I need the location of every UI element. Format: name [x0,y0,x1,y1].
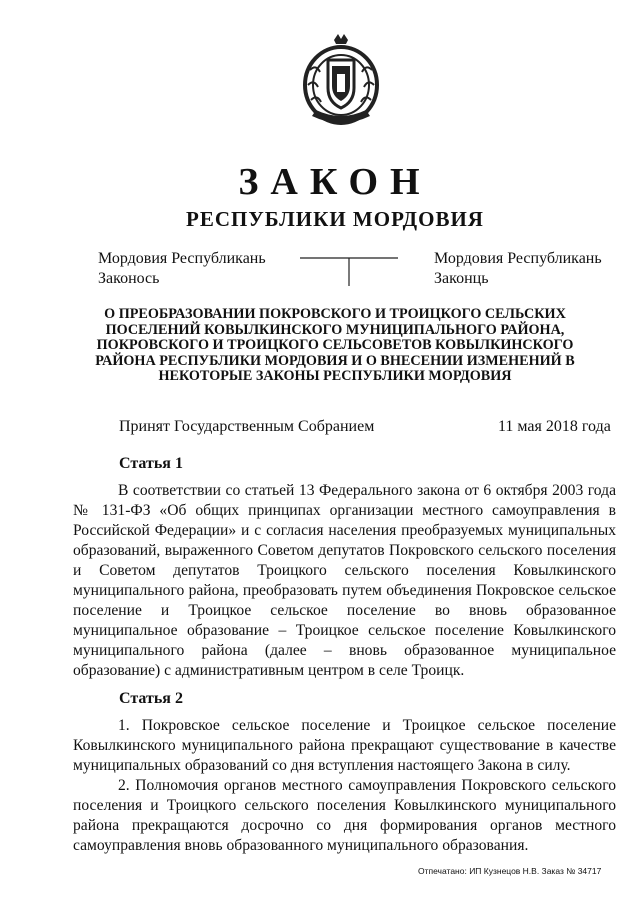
mordovian-title-left-line1: Мордовия Республикань [98,250,266,267]
law-heading: О ПРЕОБРАЗОВАНИИ ПОКРОВСКОГО И ТРОИЦКОГО СЕЛЬСКИХ ПОСЕЛЕНИЙ КОВЫЛКИНСКОГО МУНИЦИПАЛЬНОГО РАЙОНА, ПОКРОВСКОГО И ТРОИЦКОГО СЕЛЬСОВЕТОВ КОВЫЛКИНСКОГО РАЙОНА РЕСПУБЛИКИ МОРДОВИЯ И О ВНЕСЕНИИ ИЗМЕНЕНИЙ В НЕКОТОРЫЕ ЗАКОНЫ РЕСПУБЛИКИ МОРДОВИЯ [95,306,575,384]
mordovian-title-right-line1: Мордовия Республикань [434,250,602,267]
adopted-by: Принят Государственным Собранием [119,418,375,435]
adopted-date: 11 мая 2018 года [498,418,611,435]
mordovian-title-right-line2: Законць [434,270,489,287]
document-subtitle: РЕСПУБЛИКИ МОРДОВИЯ [186,207,484,231]
article-2-title: Статья 2 [119,690,183,707]
article-1-title: Статья 1 [119,455,183,472]
mordovian-title-left [98,249,266,289]
article-2-paragraph-1: 1. Покровское сельское поселение и Троицкое сельское поселение Ковылкинского муниципального района прекращают существование в качестве муниципальных образований со дня вступления настоящего Закона в силу. [73,717,616,774]
document-title: ЗАКОН [238,161,432,203]
print-imprint: Отпечатано: ИП Кузнецов Н.В. Заказ № 34717 [418,866,602,876]
coat-of-arms-icon [298,30,384,130]
header-divider [300,252,398,286]
mordovian-title-right [434,249,602,289]
article-2-paragraph-2: 2. Полномочия органов местного самоуправления Покровского сельского поселения и Троицкого сельского поселения Ковылкинского муниципального района прекращаются досрочно со дня формирования органов местного самоуправления вновь образованного муниципального образования. [73,777,616,854]
mordovian-title-left-line2: Законось [98,270,160,287]
article-1-paragraph-1: В соответствии со статьей 13 Федерального закона от 6 октября 2003 года № 131-ФЗ «Об общих принципах организации местного самоуправления в Российской Федерации» и с согласия населения преобразуемых муниципальных образований, выраженного Советом депутатов Покровского сельского поселения и Советом депутатов Троицкого сельского поселения Ковылкинского муниципального района, преобразовать путем объединения Покровское сельское поселение и Троицкое сельское поселение во вновь образованное муниципальное образование – Троицкое сельское поселение Ковылкинского муниципального района (далее – вновь образованное муниципальное образование) с административным центром в селе Троицк. [73,482,616,679]
